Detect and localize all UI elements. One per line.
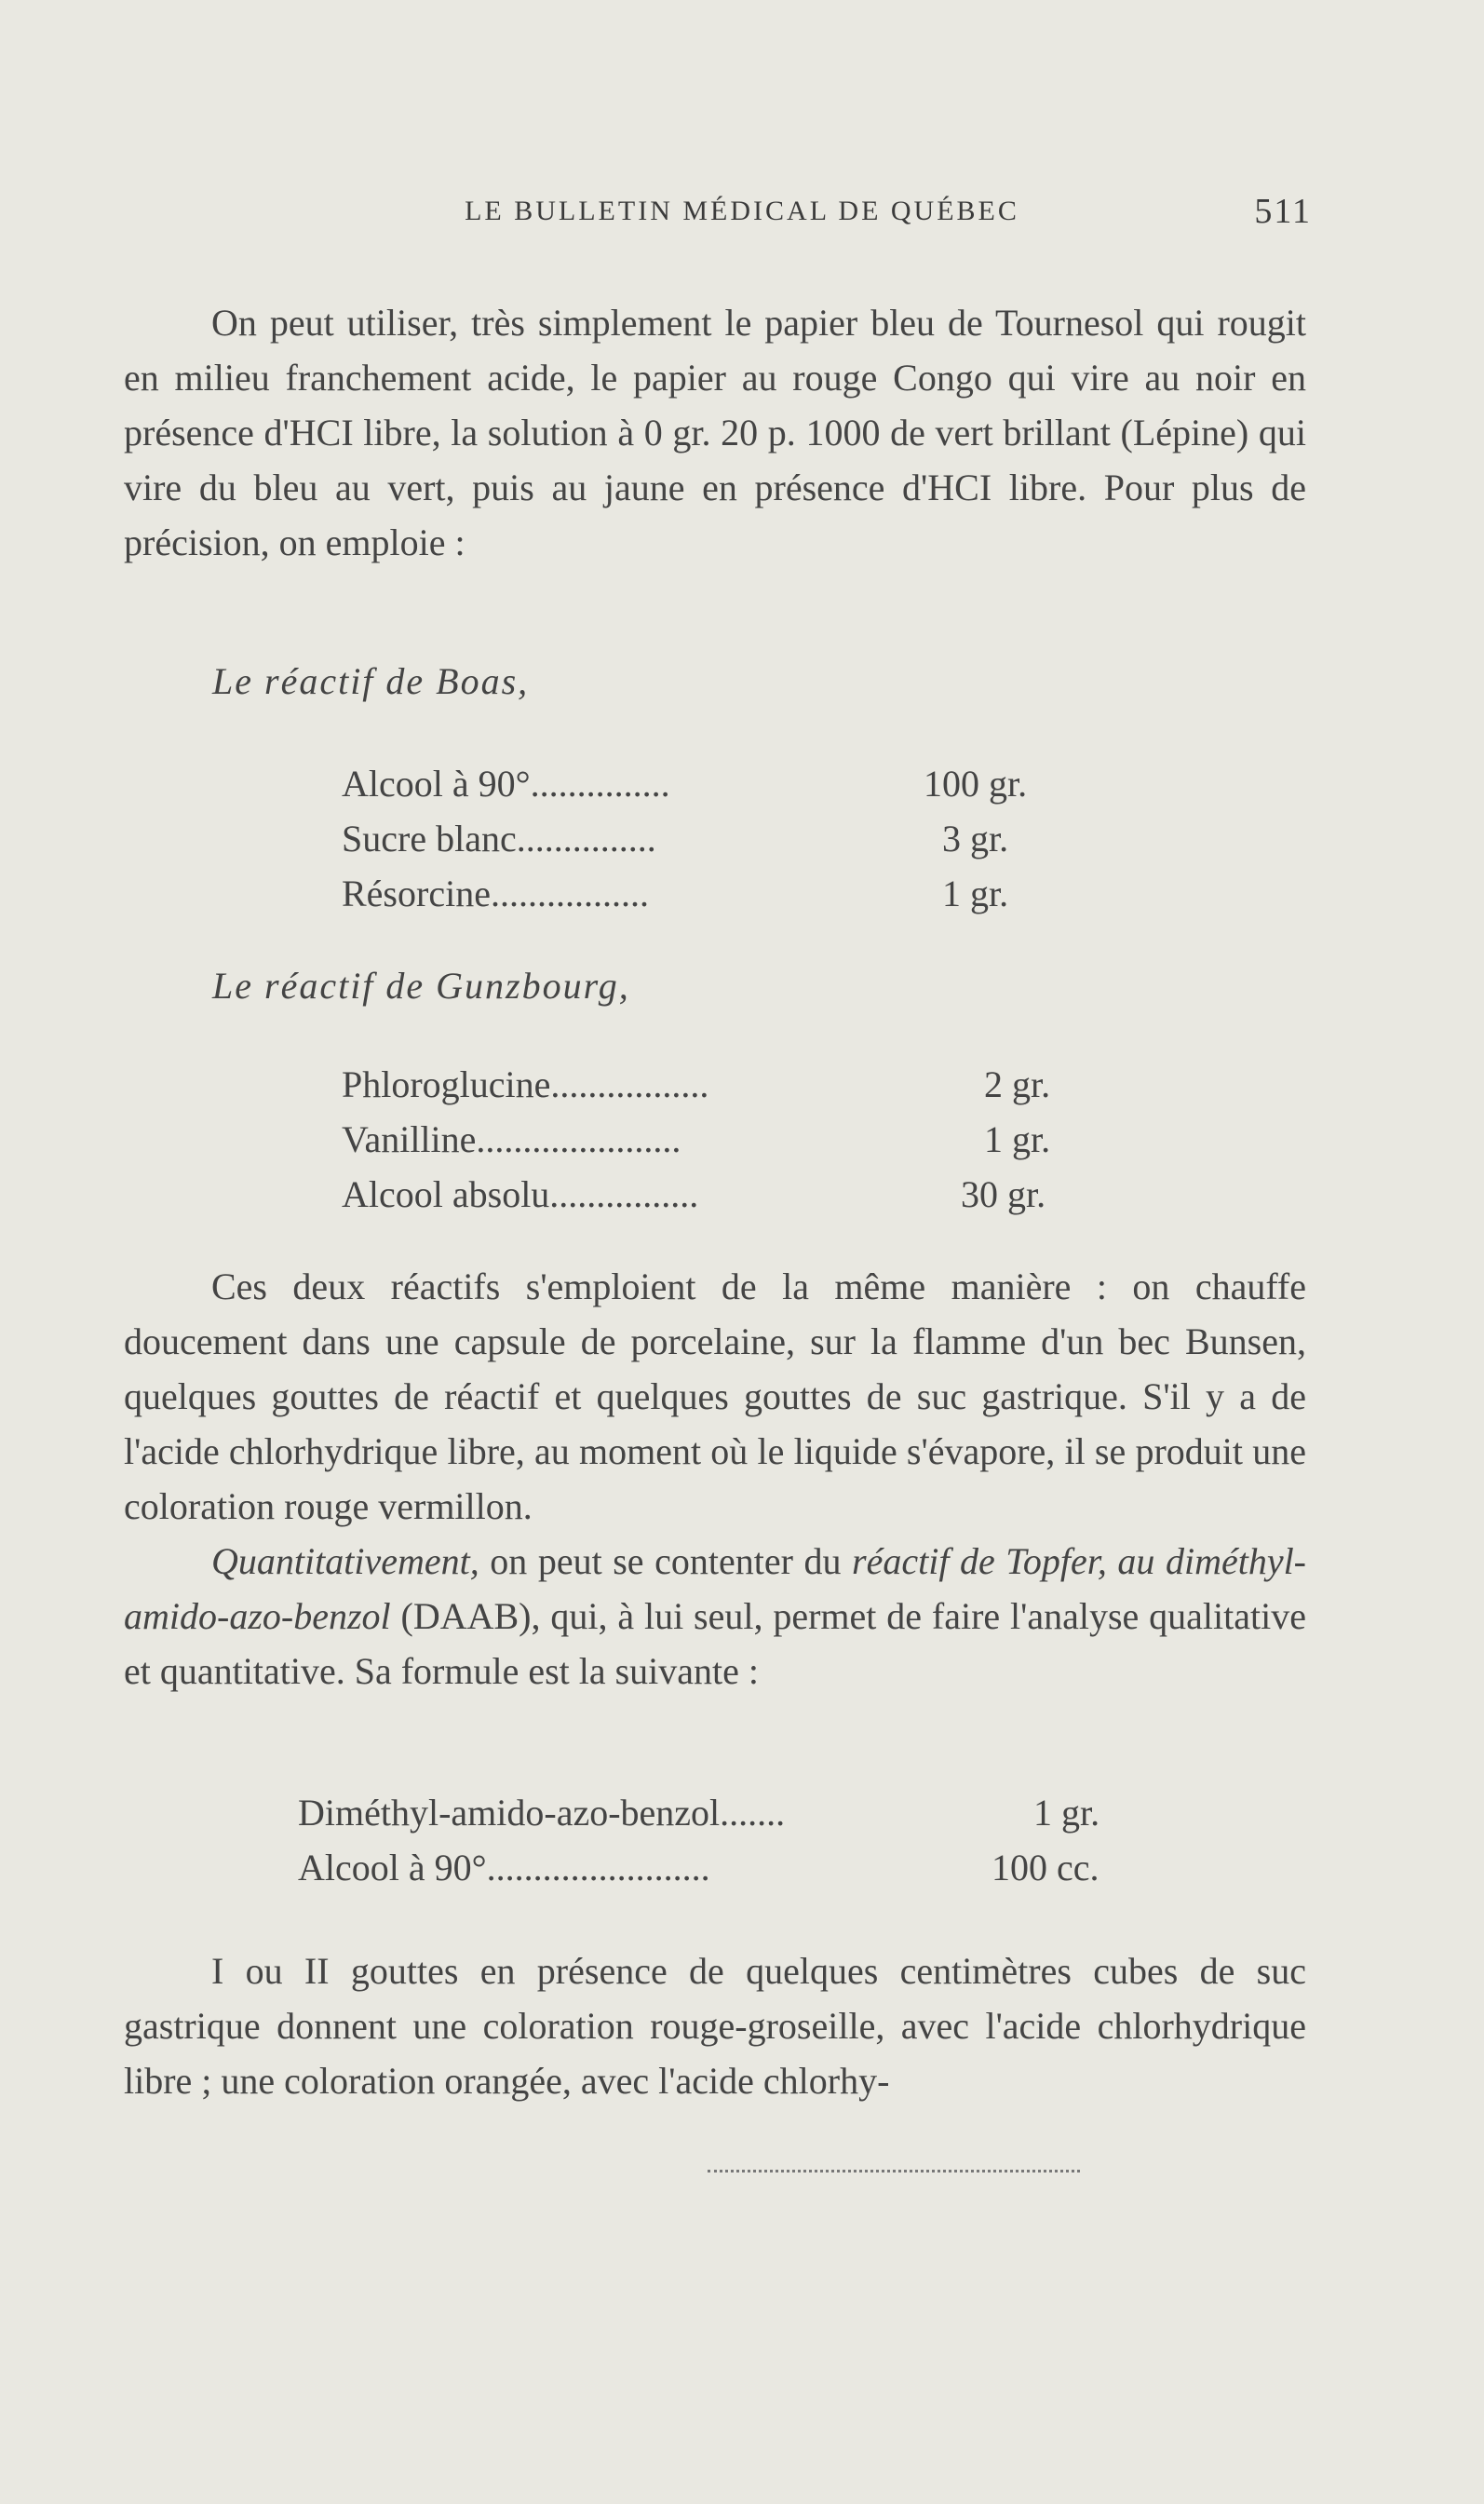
formula-gunzbourg bbox=[342, 1057, 1086, 1222]
ingredient-amount: 2 gr. bbox=[984, 1063, 1051, 1105]
paragraph-text: on peut se contenter du bbox=[479, 1540, 853, 1582]
ingredient-label: Alcool à 90°........................ bbox=[298, 1847, 710, 1888]
ingredient-label: Alcool absolu................ bbox=[342, 1173, 699, 1215]
ingredient-amount: 30 gr. bbox=[961, 1173, 1046, 1215]
ingredient-amount: 1 gr. bbox=[942, 873, 1009, 914]
page-number: 511 bbox=[1254, 192, 1312, 231]
paragraph-quantitative bbox=[124, 1534, 1306, 1699]
formula-row bbox=[342, 811, 1086, 866]
formula-row bbox=[342, 756, 1086, 811]
ingredient-amount: 1 gr. bbox=[984, 1118, 1051, 1160]
paragraph-text: On peut utiliser, très simplement le papier bleu de Tournesol qui rougit en milieu franchement acide, le papier au rouge Congo qui vire au noir en présence d'HCI libre, la solution à 0 gr. 20 p. 1000 de vert brillant (Lépine) qui vire du bleu au vert, puis au jaune en présence d'HCI libre. Pour plus de précision, on emploie : bbox=[124, 302, 1306, 563]
italic-reagent-name: réactif de Topfer, au diméthyl-amido-azo-benzol bbox=[124, 1540, 1307, 1637]
heading-gunzbourg-reagent: Le réactif de Gunzbourg, bbox=[212, 965, 630, 1007]
heading-boas-reagent: Le réactif de Boas, bbox=[212, 660, 530, 702]
ingredient-label: Diméthyl-amido-azo-benzol....... bbox=[298, 1792, 786, 1834]
formula-row bbox=[342, 1057, 1086, 1112]
ingredient-label: Alcool à 90°............... bbox=[342, 763, 670, 805]
ingredient-label: Phloroglucine................. bbox=[342, 1063, 709, 1105]
ingredient-label: Vanilline...................... bbox=[342, 1118, 681, 1160]
paragraph-text: I ou II gouttes en présence de quelques centimètres cubes de suc gastrique donnent une coloration rouge-groseille, avec l'acide chlorhydrique libre ; une coloration orangée, avec l'acide chlorhy- bbox=[124, 1950, 1306, 2102]
paragraph-indicators bbox=[124, 295, 1306, 570]
ingredient-amount: 100 gr. bbox=[924, 763, 1028, 805]
formula-row bbox=[298, 1785, 1136, 1840]
formula-row bbox=[298, 1840, 1136, 1895]
paragraph-results bbox=[124, 1943, 1306, 2108]
formula-row bbox=[342, 1112, 1086, 1167]
formula-row bbox=[342, 1167, 1086, 1222]
formula-row bbox=[342, 866, 1086, 921]
ingredient-amount: 1 gr. bbox=[1033, 1792, 1100, 1834]
paragraph-text: Ces deux réactifs s'emploient de la même manière : on chauffe doucement dans une capsule de porcelaine, sur la flamme d'un bec Bunsen, quelques gouttes de réactif et quelques gouttes de suc gastrique. S'il y a de l'acide chlorhydrique libre, au moment où le liquide s'évapore, il se produit une coloration rouge vermillon. bbox=[124, 1266, 1306, 1527]
footer-divider bbox=[708, 2170, 1080, 2175]
italic-lead: Quantitativement, bbox=[211, 1540, 479, 1582]
running-title: LE BULLETIN MÉDICAL DE QUÉBEC bbox=[465, 196, 1019, 226]
ingredient-label: Résorcine................. bbox=[342, 873, 649, 914]
paragraph-text: (DAAB), qui, à lui seul, permet de faire l'analyse qualitative et quantitative. Sa formule est la suivante : bbox=[124, 1595, 1306, 1692]
ingredient-amount: 3 gr. bbox=[942, 818, 1009, 859]
formula-boas bbox=[342, 756, 1086, 921]
formula-topfer bbox=[298, 1785, 1136, 1895]
paragraph-procedure bbox=[124, 1259, 1306, 1699]
ingredient-amount: 100 cc. bbox=[992, 1847, 1100, 1888]
ingredient-label: Sucre blanc............... bbox=[342, 818, 656, 859]
